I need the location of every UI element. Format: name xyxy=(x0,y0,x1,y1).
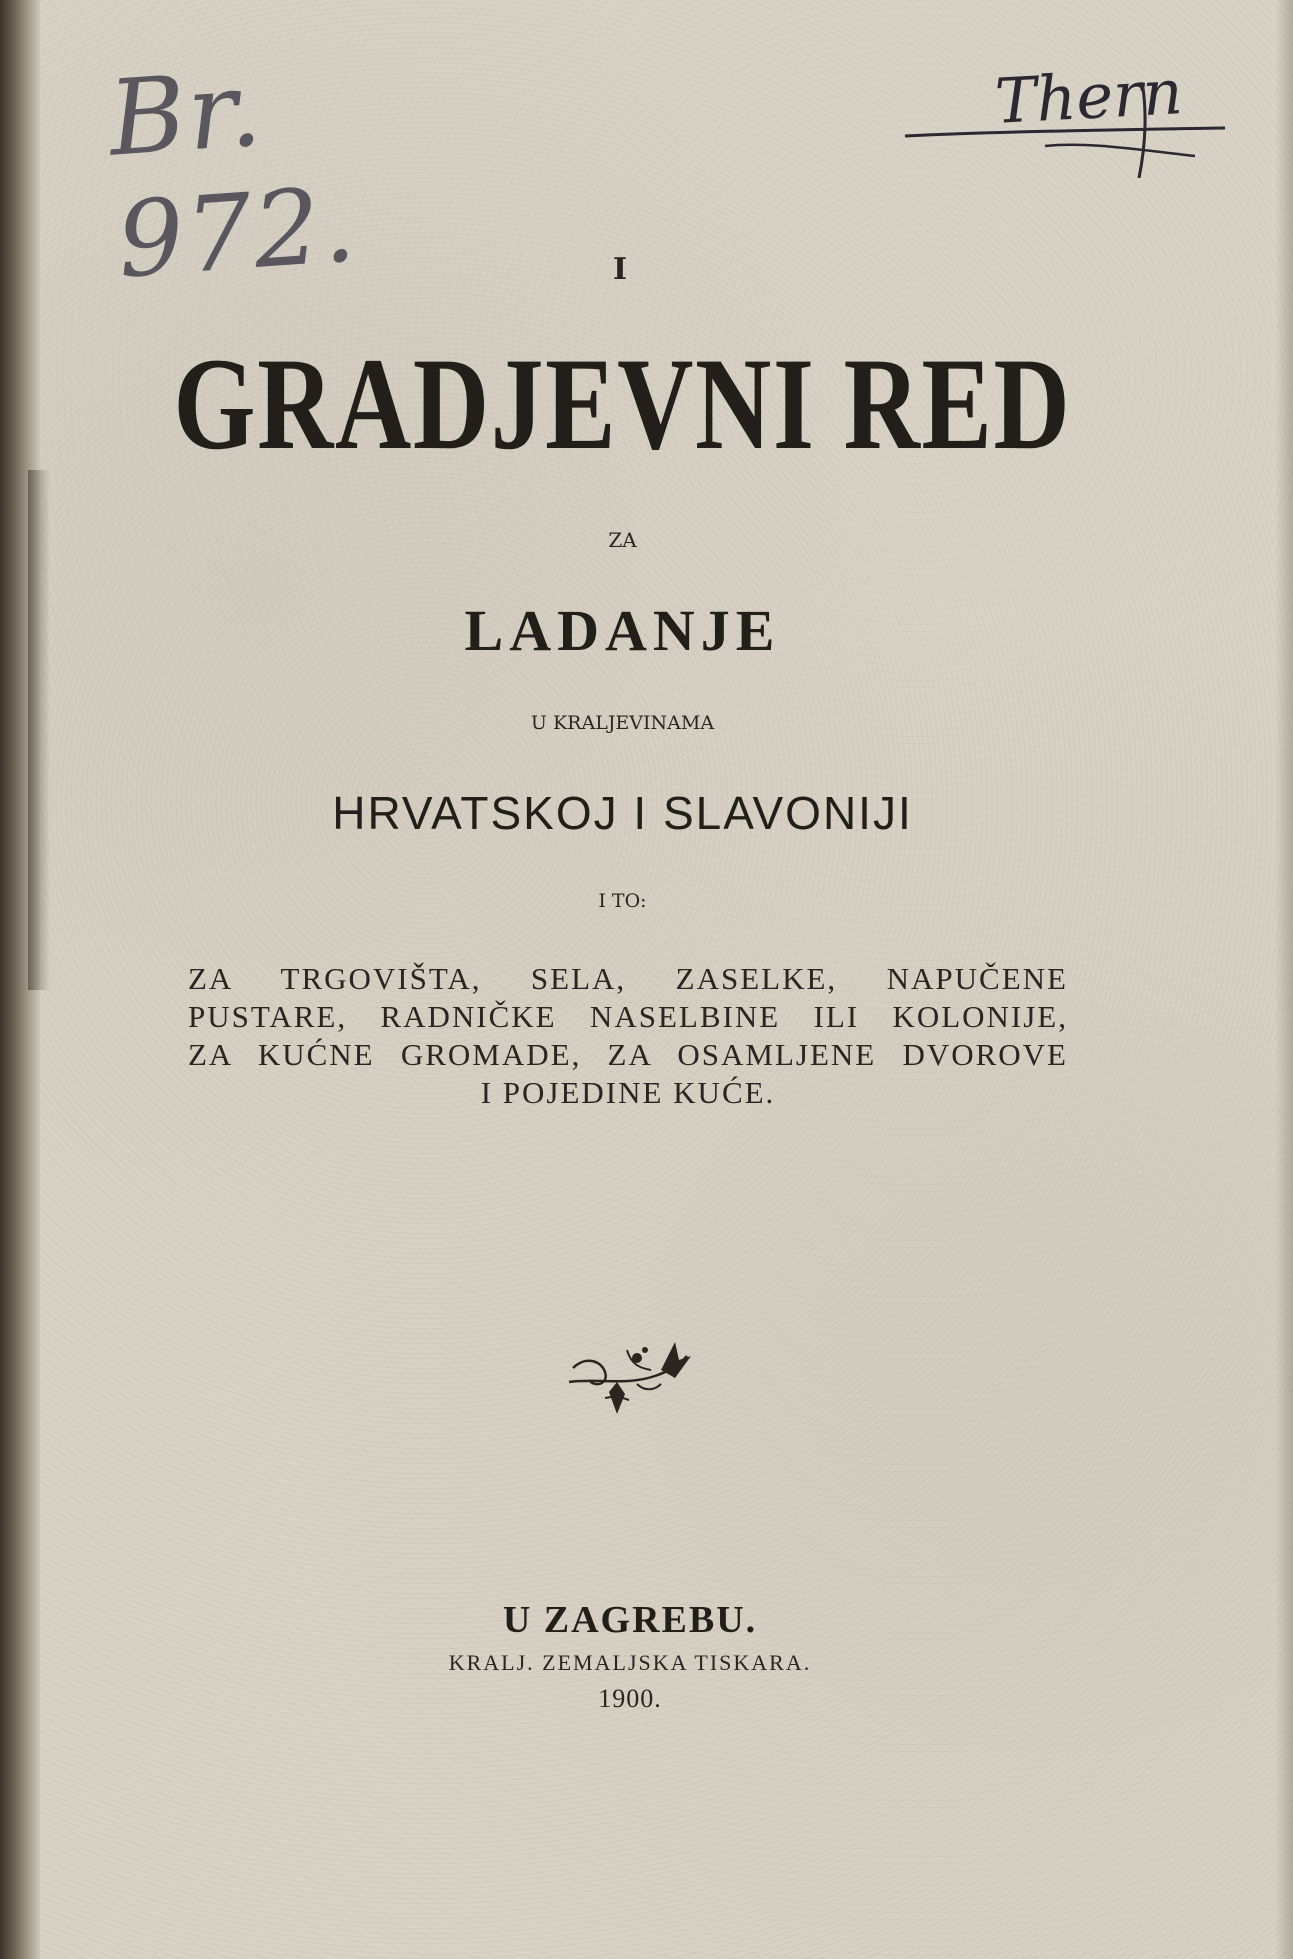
imprint-press: KRALJ. ZEMALJSKA TISKARA. xyxy=(448,1650,812,1675)
subject-title: LADANJE xyxy=(464,598,781,663)
scope-description xyxy=(188,960,1068,1112)
region-title: HRVATSKOJ I SLAVONIJI xyxy=(332,787,913,839)
handwritten-signature-text: Thern xyxy=(993,55,1185,138)
imprint-year: 1900. xyxy=(598,1684,662,1713)
description-line: I POJEDINE KUĆE. xyxy=(480,1075,776,1110)
volume-number: I xyxy=(612,252,628,287)
main-title: GRADJEVNI RED xyxy=(173,330,1072,477)
floral-vignette-icon xyxy=(565,1338,695,1418)
imprint-city: U ZAGREBU. xyxy=(502,1599,758,1641)
handwritten-catalog-number xyxy=(95,38,475,302)
handwritten-number-text: Br. 972. xyxy=(105,47,361,302)
description-line: ZA TRGOVIŠTA, SELA, ZASELKE, NAPUČENE xyxy=(188,961,1068,996)
handwritten-signature xyxy=(895,48,1235,178)
page-edge xyxy=(1275,0,1293,1959)
description-line: PUSTARE, RADNIČKE NASELBINE ILI KOLONIJE, xyxy=(188,999,1068,1034)
title-connector: ZA xyxy=(608,528,637,552)
region-prefix: U KRALJEVINAMA xyxy=(530,712,715,734)
description-line: ZA KUĆNE GROMADE, ZA OSAMLJENE DVOROVE xyxy=(188,1037,1068,1072)
list-intro: I TO: xyxy=(598,890,647,912)
